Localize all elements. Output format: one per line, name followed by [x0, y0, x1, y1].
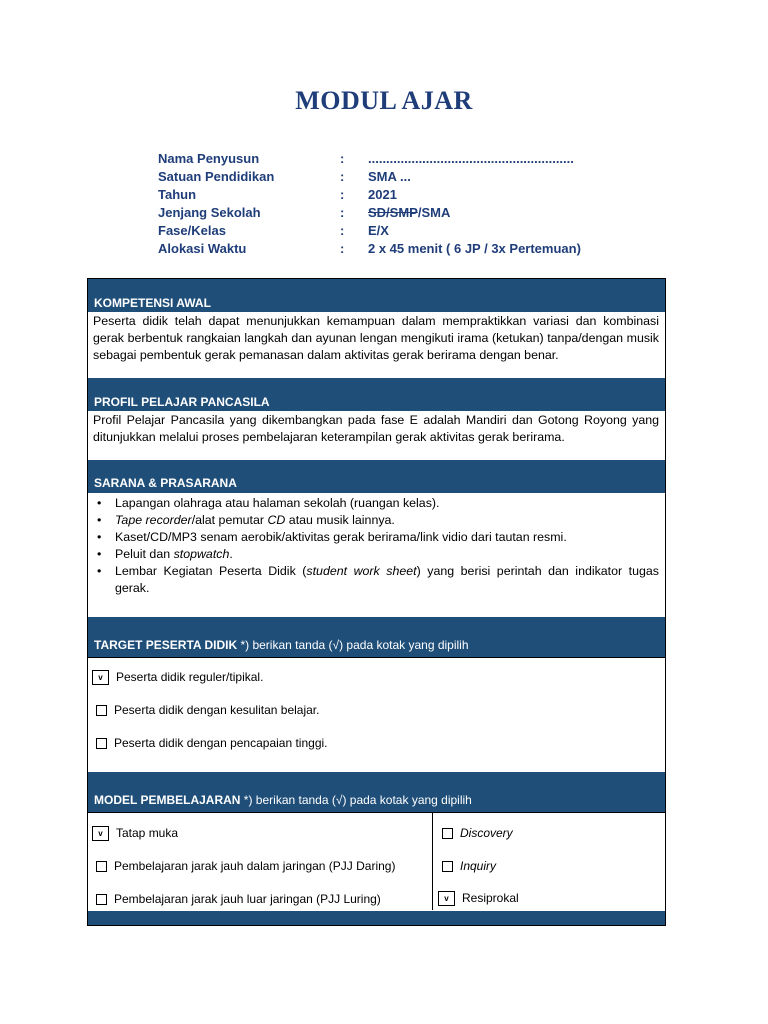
- list-item: • Kaset/CD/MP3 senam aerobik/aktivitas gerak berirama/link vidio dari tautan resmi.: [93, 529, 659, 546]
- model-option-discovery[interactable]: Discovery: [442, 824, 513, 842]
- list-item: • Lembar Kegiatan Peserta Didik (student work sheet) yang berisi perintah dan indikator tugas gerak.: [93, 563, 659, 597]
- page-title: MODUL AJAR: [295, 86, 473, 115]
- checkbox-icon[interactable]: [96, 705, 107, 716]
- checkbox-icon[interactable]: [442, 861, 453, 872]
- model-option-pjj-luring[interactable]: Pembelajaran jarak jauh luar jaringan (PJJ Luring): [96, 890, 381, 908]
- meta-row-alokasi-waktu: Alokasi Waktu : 2 x 45 menit ( 6 JP / 3x Pertemuan): [158, 241, 581, 256]
- meta-row-fase-kelas: Fase/Kelas : E/X: [158, 223, 389, 238]
- meta-row-tahun: Tahun : 2021: [158, 187, 397, 202]
- model-option-resiprokal[interactable]: v Resiprokal: [438, 889, 519, 907]
- section-header-target: TARGET PESERTA DIDIK *) berikan tanda (√) pada kotak yang dipilih: [88, 617, 665, 657]
- checkbox-icon[interactable]: [96, 861, 107, 872]
- checked-checkbox-icon[interactable]: v: [92, 826, 109, 841]
- section-header-profil: PROFIL PELAJAR PANCASILA: [88, 378, 665, 411]
- section-header-next: [88, 911, 665, 925]
- target-option-kesulitan[interactable]: Peserta didik dengan kesulitan belajar.: [96, 701, 319, 719]
- model-option-pjj-daring[interactable]: Pembelajaran jarak jauh dalam jaringan (PJJ Daring): [96, 857, 395, 875]
- meta-row-nama-penyusun: Nama Penyusun : .........................................................: [158, 151, 574, 166]
- list-item: • Lapangan olahraga atau halaman sekolah (ruangan kelas).: [93, 495, 659, 512]
- meta-row-satuan-pendidikan: Satuan Pendidikan : SMA ...: [158, 169, 411, 184]
- list-item: • Tape recorder/alat pemutar CD atau musik lainnya.: [93, 512, 659, 529]
- profil-text: Profil Pelajar Pancasila yang dikembangkan pada fase E adalah Mandiri dan Gotong Royong yang ditunjukkan melalui proses pembelajaran keterampilan gerak aktivitas gerak berirama.: [93, 413, 659, 444]
- checked-checkbox-icon[interactable]: v: [438, 891, 455, 906]
- checkbox-icon[interactable]: [96, 894, 107, 905]
- identity-block: [158, 150, 581, 258]
- checkbox-icon[interactable]: [96, 738, 107, 749]
- meta-row-jenjang-sekolah: Jenjang Sekolah : SD/SMP/SMA: [158, 205, 451, 220]
- struck-level: SD/SMP: [368, 205, 418, 220]
- checked-checkbox-icon[interactable]: v: [92, 670, 109, 685]
- kompetensi-text: Peserta didik telah dapat menunjukkan kemampuan dalam mempraktikkan variasi dan kombinasi gerak berbentuk rangkaian langkah dan ayunan lengan mengikuti irama (ketukan) tanpa/dengan musik sebagai pembentuk gerak pemanasan dalam aktivitas gerak berirama dengan benar.: [93, 314, 659, 362]
- module-table: [87, 278, 666, 926]
- target-option-regular[interactable]: v Peserta didik reguler/tipikal.: [92, 668, 263, 686]
- section-header-sarana: SARANA & PRASARANA: [88, 460, 665, 493]
- sarana-list: [93, 495, 659, 597]
- divider: [88, 657, 665, 658]
- section-header-model: MODEL PEMBELAJARAN *) berikan tanda (√) pada kotak yang dipilih: [88, 772, 665, 812]
- model-option-inquiry[interactable]: Inquiry: [442, 857, 496, 875]
- target-option-pencapaian[interactable]: Peserta didik dengan pencapaian tinggi.: [96, 734, 328, 752]
- checkbox-icon[interactable]: [442, 828, 453, 839]
- list-item: • Peluit dan stopwatch.: [93, 546, 659, 563]
- section-header-kompetensi: KOMPETENSI AWAL: [88, 279, 665, 312]
- model-option-tatap-muka[interactable]: v Tatap muka: [92, 824, 178, 842]
- divider: [88, 812, 665, 813]
- column-divider: [432, 812, 433, 910]
